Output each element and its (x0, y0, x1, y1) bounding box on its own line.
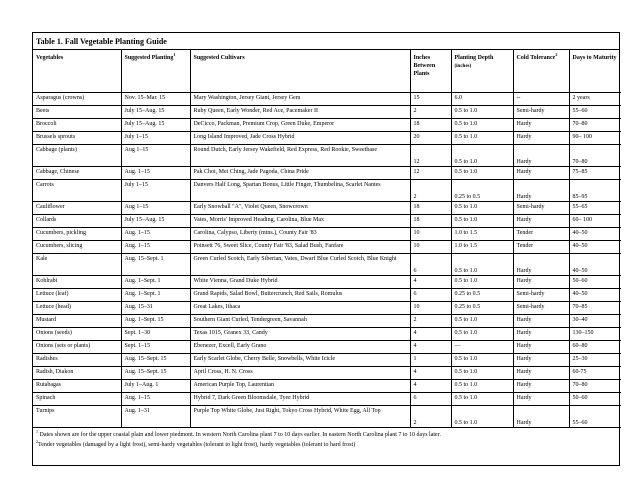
cell-planting-date: Aug. 1–Sept. 1 (121, 289, 190, 302)
cell-depth: 1.0 to 1.5 (451, 241, 513, 254)
header-planting: Suggested Planting$^1$ (121, 50, 190, 93)
cell-days: 40–50 (569, 289, 621, 302)
cell-vegetable: Kale (33, 254, 121, 276)
cell-planting-date: Aug. 15–31 (121, 302, 190, 315)
cell-vegetable: Cabbage, Chinese (33, 167, 121, 180)
table-row (33, 202, 621, 215)
table-row (33, 393, 621, 406)
table-row (33, 367, 621, 380)
cell-cold-tolerance: Hardy (513, 393, 569, 406)
cell-cultivars: Carolina, Calypso, Liberty (mtns.), County Fair '83 (190, 228, 410, 241)
cell-inches: 10 (410, 228, 451, 241)
header-maturity: Days to Maturity (569, 50, 621, 93)
cell-inches: 10 (410, 241, 451, 254)
cell-depth: 0.5 to 1.0 (451, 215, 513, 228)
header-row (33, 50, 621, 93)
cell-vegetable: Cabbage (plants) (33, 145, 121, 167)
cell-inches: 18 (410, 202, 451, 215)
cell-cold-tolerance: Hardy (513, 367, 569, 380)
cell-inches: 6 (410, 289, 451, 302)
cell-days: 55–65 (569, 202, 621, 215)
cell-cold-tolerance: Hardy (513, 354, 569, 367)
header-cold-tolerance: Cold Tolerance$^2$ (513, 50, 569, 93)
cell-days: 2 years (569, 93, 621, 106)
cell-days: 25–30 (569, 354, 621, 367)
cell-vegetable: Lettuce (head) (33, 302, 121, 315)
table-row (33, 354, 621, 367)
cell-cold-tolerance: Hardy (513, 315, 569, 328)
cell-inches: 4 (410, 380, 451, 393)
table-row (33, 289, 621, 302)
table-row (33, 302, 621, 315)
cell-depth: 0.5 to 1.0 (451, 119, 513, 132)
cell-planting-date: July 15–Aug. 15 (121, 106, 190, 119)
cell-days: 40–50 (569, 254, 621, 276)
cell-cultivars: Texas 1015, Granex 33, Candy (190, 328, 410, 341)
cell-days: 70–80 (569, 145, 621, 167)
cell-days: 30–40 (569, 315, 621, 328)
cell-days: 55–60 (569, 406, 621, 428)
cell-inches: 2 (410, 315, 451, 328)
cell-planting-date: Sept. 1–15 (121, 341, 190, 354)
cell-cultivars: Mary Washington, Jersey Giant, Jersey Gem (190, 93, 410, 106)
cell-inches: 18 (410, 215, 451, 228)
cell-inches: 15 (410, 93, 451, 106)
cell-depth: 0.5 to 1.0 (451, 132, 513, 145)
cell-vegetable: Collards (33, 215, 121, 228)
cell-inches: 4 (410, 276, 451, 289)
cell-planting-date: Aug. 15–Sept. 1 (121, 254, 190, 276)
table-row (33, 132, 621, 145)
cell-depth: 1.0 to 1.5 (451, 228, 513, 241)
cell-vegetable: Asparagus (crowns) (33, 93, 121, 106)
cell-depth: 0.25 to 0.5 (451, 180, 513, 202)
cell-cold-tolerance: Semi-hardy (513, 202, 569, 215)
cell-planting-date: Nov. 15–Mar. 15 (121, 93, 190, 106)
cell-depth: 0.5 to 1.0 (451, 202, 513, 215)
cell-cultivars: Vates, Morris' Improved Heading, Carolina, Blue Max (190, 215, 410, 228)
table-row (33, 180, 621, 202)
header-inches: Inches Between Plants (410, 50, 451, 93)
cell-cultivars: DeCicco, Packman, Premium Crop, Green Duke, Emperor (190, 119, 410, 132)
table-row (33, 254, 621, 276)
cell-cold-tolerance: Hardy (513, 167, 569, 180)
cell-vegetable: Onions (sets or plants) (33, 341, 121, 354)
cell-cultivars: Hybrid 7, Dark Green Bloomsdale, Tyee Hybrid (190, 393, 410, 406)
cell-days: 70–80 (569, 380, 621, 393)
table-row (33, 215, 621, 228)
cell-cultivars: April Cross, H. N. Cross (190, 367, 410, 380)
cell-inches: 12 (410, 167, 451, 180)
cell-cold-tolerance: Semi-hardy (513, 302, 569, 315)
table-row (33, 241, 621, 254)
cell-cold-tolerance: Hardy (513, 145, 569, 167)
cell-cultivars: Ruby Queen, Early Wonder, Red Ace, Pacemaker II (190, 106, 410, 119)
cell-planting-date: Aug. 1–Sept. 1 (121, 276, 190, 289)
cell-cultivars: Purple Top White Globe, Just Right, Tokyo Cross Hybrid, White Egg, All Top (190, 406, 410, 428)
cell-inches: 6 (410, 254, 451, 276)
cell-inches: 1 (410, 354, 451, 367)
cell-depth: 0.5 to 1.0 (451, 354, 513, 367)
header-vegetables: Vegetables (33, 50, 121, 93)
cell-days: 60–80 (569, 341, 621, 354)
table-row (33, 380, 621, 393)
table-row (33, 228, 621, 241)
cell-inches: 2 (410, 106, 451, 119)
cell-days: 130–150 (569, 328, 621, 341)
cell-planting-date: July 15–Aug. 15 (121, 119, 190, 132)
footnote-2: $^2$Tender vegetables (damaged by a light frost), semi-hardy vegetables (tolerant to light frost), hardy vegetables (tolerant to hard frost) (36, 439, 356, 448)
cell-cultivars: Green Curled Scotch, Early Siberian, Vates, Dwarf Blue Curled Scotch, Blue Knight (190, 254, 410, 276)
table-row (33, 315, 621, 328)
header-depth: Planting Depth (inches) (451, 50, 513, 93)
cell-vegetable: Beets (33, 106, 121, 119)
table-title: Table 1. Fall Vegetable Planting Guide (33, 33, 619, 50)
cell-cultivars: Pak Choi, Mei Ching, Jade Pagoda, China Pride (190, 167, 410, 180)
table-row (33, 406, 621, 428)
cell-cold-tolerance: Hardy (513, 215, 569, 228)
cell-days: 70–85 (569, 302, 621, 315)
cell-days: 60-75 (569, 367, 621, 380)
cell-cold-tolerance: Hardy (513, 276, 569, 289)
cell-depth: 0.5 to 1.0 (451, 380, 513, 393)
cell-cold-tolerance: Hardy (513, 119, 569, 132)
cell-planting-date: Aug. 1–Sept. 15 (121, 315, 190, 328)
cell-planting-date: Aug 1–15 (121, 202, 190, 215)
cell-depth: 0.5 to 1.0 (451, 406, 513, 428)
cell-cold-tolerance: Semi-hardy (513, 289, 569, 302)
cell-cold-tolerance: Hardy (513, 341, 569, 354)
cell-planting-date: Sept. 1–30 (121, 328, 190, 341)
header-cultivars: Suggested Cultivars (190, 50, 410, 93)
cell-planting-date: Aug. 1–15 (121, 393, 190, 406)
cell-inches: 2 (410, 180, 451, 202)
cell-depth: 6.0 (451, 93, 513, 106)
cell-vegetable: Mustard (33, 315, 121, 328)
cell-planting-date: Aug. 1–15 (121, 241, 190, 254)
cell-depth: 0.5 to 1.0 (451, 315, 513, 328)
cell-cold-tolerance: Hardy (513, 406, 569, 428)
cell-cold-tolerance: Hardy (513, 380, 569, 393)
cell-vegetable: Radish, Diakon (33, 367, 121, 380)
cell-cold-tolerance: Hardy (513, 254, 569, 276)
cell-depth: 0.5 to 1.0 (451, 106, 513, 119)
cell-cultivars: American Purple Top, Laurentian (190, 380, 410, 393)
cell-inches: 4 (410, 328, 451, 341)
cell-depth: 0.25 to 0.5 (451, 302, 513, 315)
cell-inches: 18 (410, 119, 451, 132)
cell-cultivars: Long Island Improved, Jade Cross Hybrid (190, 132, 410, 145)
planting-table (33, 50, 621, 428)
cell-days: 60– 100 (569, 215, 621, 228)
cell-cultivars: Danvers Half Long, Spartan Bonus, Little Finger, Thumbelina, Scarlet Nantes (190, 180, 410, 202)
cell-vegetable: Brussels sprouts (33, 132, 121, 145)
cell-planting-date: July 1–15 (121, 180, 190, 202)
table-row (33, 341, 621, 354)
cell-cultivars: Ebenezer, Excell, Early Grano (190, 341, 410, 354)
cell-vegetable: Lettuce (leaf) (33, 289, 121, 302)
cell-days: 55–60 (569, 106, 621, 119)
cell-planting-date: July 1–15 (121, 132, 190, 145)
footnote-1: $^1$ Dates shown are for the upper coastal plain and lower piedmont. In western North Carolina plant 7 to 10 days earlier. In eastern North Carolina plant 7 to 10 days later. (36, 429, 441, 438)
cell-vegetable: Radishes (33, 354, 121, 367)
table-row (33, 106, 621, 119)
cell-planting-date: July 15–Aug. 15 (121, 215, 190, 228)
cell-cultivars: Early Scarlet Globe, Cherry Belle, Snowbells, White Icicle (190, 354, 410, 367)
table-row (33, 93, 621, 106)
cell-vegetable: Turnips (33, 406, 121, 428)
cell-days: 90– 100 (569, 132, 621, 145)
cell-days: 50–60 (569, 393, 621, 406)
cell-cold-tolerance: Tender (513, 241, 569, 254)
table-row (33, 119, 621, 132)
cell-planting-date: Aug. 15–Sept. 15 (121, 354, 190, 367)
cell-depth: 0.5 to 1.0 (451, 276, 513, 289)
table-row (33, 167, 621, 180)
cell-inches: 4 (410, 367, 451, 380)
planting-guide-document (32, 32, 620, 466)
cell-vegetable: Spinach (33, 393, 121, 406)
cell-cultivars: Southern Giant Curled, Tendergreen, Savannah (190, 315, 410, 328)
cell-days: 70–80 (569, 119, 621, 132)
cell-depth: 0.5 to 1.0 (451, 393, 513, 406)
cell-cold-tolerance: Hardy (513, 132, 569, 145)
table-row (33, 145, 621, 167)
cell-days: 40–50 (569, 241, 621, 254)
cell-vegetable: Kohlrabi (33, 276, 121, 289)
cell-depth: 0.25 to 0.5 (451, 289, 513, 302)
cell-cultivars: Poinsett 76, Sweet Slice, County Fair '83, Salad Bush, Fanfare (190, 241, 410, 254)
cell-vegetable: Broccoli (33, 119, 121, 132)
cell-days: 40–50 (569, 228, 621, 241)
cell-inches: 12 (410, 145, 451, 167)
cell-depth: — (451, 341, 513, 354)
cell-depth: 0.5 to 1.0 (451, 367, 513, 380)
cell-inches: 6 (410, 393, 451, 406)
cell-planting-date: Aug 1–15 (121, 145, 190, 167)
table-body (33, 93, 621, 428)
cell-vegetable: Cucumbers, slicing (33, 241, 121, 254)
cell-depth: 0.5 to 1.0 (451, 167, 513, 180)
cell-days: 75–85 (569, 167, 621, 180)
cell-days: 50–60 (569, 276, 621, 289)
cell-inches: 10 (410, 302, 451, 315)
cell-vegetable: Rutabagas (33, 380, 121, 393)
cell-vegetable: Cucumbers, pickling (33, 228, 121, 241)
table-row (33, 328, 621, 341)
footnotes (33, 428, 619, 450)
cell-cultivars: Grand Rapids, Salad Bowl, Buttercrunch, Red Sails, Romulus (190, 289, 410, 302)
cell-planting-date: Aug. 1–15 (121, 228, 190, 241)
cell-cold-tolerance: Hardy (513, 328, 569, 341)
cell-vegetable: Onions (seeds) (33, 328, 121, 341)
cell-cold-tolerance: Semi-hardy (513, 106, 569, 119)
cell-planting-date: Aug. 1–15 (121, 167, 190, 180)
cell-planting-date: Aug. 1–31 (121, 406, 190, 428)
cell-cultivars: Great Lakes, Ithaca (190, 302, 410, 315)
cell-cultivars: Round Dutch, Early Jersey Wakefield, Red Express, Red Rookie, Sweetbase (190, 145, 410, 167)
cell-planting-date: Aug. 15–Sept. 15 (121, 367, 190, 380)
cell-inches: 2 (410, 406, 451, 428)
cell-days: 85–95 (569, 180, 621, 202)
cell-vegetable: Carrots (33, 180, 121, 202)
cell-cold-tolerance: Hardy (513, 180, 569, 202)
cell-planting-date: July 1–Aug. 1 (121, 380, 190, 393)
cell-depth: 0.5 to 1.0 (451, 328, 513, 341)
cell-inches: 4 (410, 341, 451, 354)
cell-cultivars: Early Snowball "A", Violet Queen, Snowcrown (190, 202, 410, 215)
cell-cultivars: White Vienna, Grand Duke Hybrid (190, 276, 410, 289)
cell-inches: 20 (410, 132, 451, 145)
table-row (33, 276, 621, 289)
cell-vegetable: Cauliflower (33, 202, 121, 215)
cell-cold-tolerance: Tender (513, 228, 569, 241)
cell-depth: 0.5 to 1.0 (451, 145, 513, 167)
cell-cold-tolerance: -- (513, 93, 569, 106)
cell-depth: 0.5 to 1.0 (451, 254, 513, 276)
